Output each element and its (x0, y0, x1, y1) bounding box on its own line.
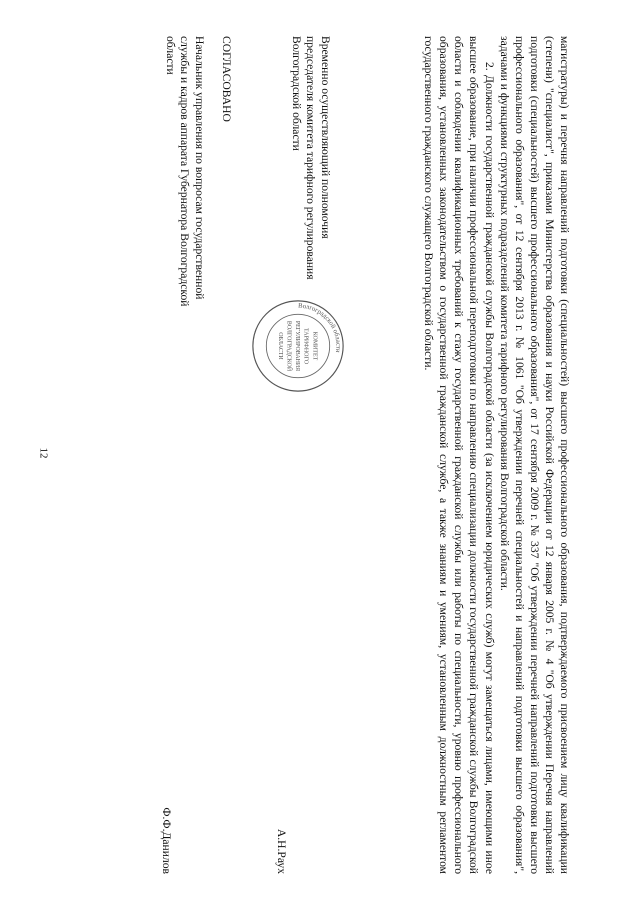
seal-outer-text: Волгоградской области (297, 302, 342, 353)
signer1-title: Временно осуществляющий полномочия председателя комитета тарифного регулирования Волгоградской области (290, 36, 332, 280)
seal-line-1: КОМИТЕТ (311, 331, 318, 361)
document-page (52, 36, 572, 874)
paragraph-1: магистратуры) и перечня направлений подготовки (специальностей) высшего профессионального образования, подтверждаемого присвоением лицу квалификации (степени) "специалист", приказами Министерства образования и науки Российской Федерации от 12 января 2005 г. № 4 "Об утверждении Перечня направлений подготовки (специальностей) высшего профессионального образования", от 17 сентября 2009 г. № 337 "Об утверждении перечней направлений подготовки высшего профессионального образования", от 12 сентября 2013 г. № 1061 "Об утверждении перечней специальностей и направлений подготовки высшего образования", задачами и функциями структурных подразделений комитета тарифного регулирования Волгоградской области. (497, 36, 571, 874)
paragraph-2: 2. Должности государственной гражданской службы Волгоградской области (за исключением юридических служб) могут замещаться лицами, имеющими иное высшее образование, при наличии профессиональной переподготовки по направлению специализации должности государственной гражданской службы Волгоградской области и соблюдении квалификационных требований к стажу государственной гражданской службы или работы по специальности, уровню профессионального образования, установленных законодательством о государственной гражданской службе, а также знаниям и умениям, установленным должностным регламентом государственного гражданского служащего Волгоградской области. (422, 36, 496, 874)
signer2-title: Начальник управления по вопросам государственной службы и кадров аппарата Губернатора Волгоградской области (164, 36, 206, 307)
official-seal-icon (250, 298, 346, 394)
seal-line-2: ТАРИФНОГО (302, 327, 309, 365)
agreed-label: СОГЛАСОВАНО (220, 36, 233, 122)
signer2-name: Ф.Ф.Данилов (160, 807, 173, 874)
seal-line-3: РЕГУЛИРОВАНИЯ (294, 320, 301, 372)
signer1-name: А.Н.Раух (275, 828, 288, 874)
page-number: 12 (37, 447, 50, 459)
seal-line-5: ОБЛАСТИ (276, 332, 283, 360)
seal-line-4: ВОЛГОГРАДСКОЙ (285, 320, 292, 372)
document-body (421, 36, 572, 874)
